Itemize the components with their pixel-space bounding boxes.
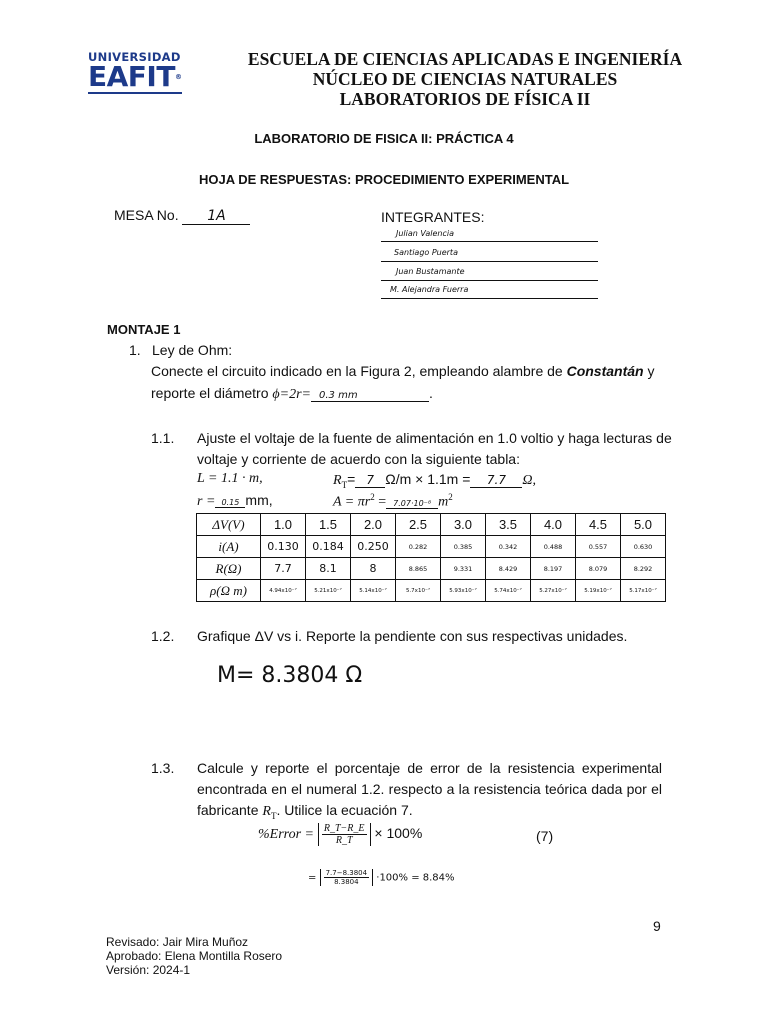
table-cell: 8.079 xyxy=(576,558,621,580)
header-line-3: LABORATORIOS DE FÍSICA II xyxy=(339,89,591,109)
table-cell: 4.0 xyxy=(531,514,576,536)
section-1-3-text-1: Calcule y reporte el porcentaje de error de la resistencia experimental xyxy=(197,760,662,776)
table-header: ΔV(V) xyxy=(197,514,261,536)
footer-aprobado: Aprobado: Elena Montilla Rosero xyxy=(106,949,283,963)
table-cell: 5.93x10⁻⁷ xyxy=(441,580,486,602)
table-cell: 3.5 xyxy=(486,514,531,536)
table-header: ρ(Ω m) xyxy=(197,580,261,602)
item-title: Ley de Ohm: xyxy=(152,342,233,358)
table-cell: 0.385 xyxy=(441,536,486,558)
table-cell: 3.0 xyxy=(441,514,486,536)
table-cell: 8.429 xyxy=(486,558,531,580)
section-1-3-text-2: encontrada en el numeral 1.2. respecto a la resistencia teórica dada por el xyxy=(197,781,662,797)
section-1-1-text-2: voltaje y corriente de acuerdo con la siguiente tabla: xyxy=(197,451,520,467)
table-cell: 9.331 xyxy=(441,558,486,580)
diameter-text: reporte el diámetro ϕ=2r= 0.3 mm . xyxy=(151,385,433,402)
member-line xyxy=(381,241,598,242)
practice-subtitle: LABORATORIO DE FISICA II: PRÁCTICA 4 xyxy=(254,131,514,146)
table-cell: 8.865 xyxy=(396,558,441,580)
table-cell: 0.488 xyxy=(531,536,576,558)
table-cell: 4.94x10⁻⁷ xyxy=(261,580,306,602)
item-number: 1. xyxy=(129,342,141,358)
table-cell: 1.5 xyxy=(306,514,351,536)
section-1-1-number: 1.1. xyxy=(151,430,175,446)
table-cell: 5.7x10⁻⁷ xyxy=(396,580,441,602)
measurement-table xyxy=(196,513,666,602)
table-cell: 0.557 xyxy=(576,536,621,558)
table-cell: 5.17x10⁻⁷ xyxy=(621,580,666,602)
radius-value: 0.15 xyxy=(215,498,245,508)
table-cell: 0.342 xyxy=(486,536,531,558)
section-1-3-text-3: fabricante $R_T$. Utilice la ecuación 7. xyxy=(197,802,413,821)
footer xyxy=(106,935,282,977)
table-cell: 5.14x10⁻⁷ xyxy=(351,580,396,602)
table-cell: 8.1 xyxy=(306,558,351,580)
mesa-label: MESA No. xyxy=(114,207,179,223)
table-header: i(A) xyxy=(197,536,261,558)
radius-formula: r = 0.15 mm, xyxy=(197,492,273,509)
table-cell: 0.630 xyxy=(621,536,666,558)
montaje-title: MONTAJE 1 xyxy=(107,322,181,337)
area-formula: $A = \pi r^2 = 7.07\cdot 10^{-8}$ $m^2$ xyxy=(333,492,453,510)
member-name: Juan Bustamante xyxy=(396,267,465,276)
table-cell: 5.21x10⁻⁷ xyxy=(306,580,351,602)
footer-version: Versión: 2024-1 xyxy=(106,963,191,977)
logo-name: EAFIT® xyxy=(88,60,182,93)
mesa-field xyxy=(114,207,250,225)
rt-formula: $R_T= 7$ Ω/m × 1.1m = 7.7 Ω, xyxy=(333,471,537,490)
table-cell: 5.74x10⁻⁷ xyxy=(486,580,531,602)
university-logo xyxy=(88,50,186,94)
table-cell: 5.27x10⁻⁷ xyxy=(531,580,576,602)
table-row xyxy=(197,580,666,602)
page-number: 9 xyxy=(653,918,661,934)
area-value: 7.07·10⁻⁸ xyxy=(386,499,438,509)
header-line-2: NÚCLEO DE CIENCIAS NATURALES xyxy=(312,69,618,89)
member-line xyxy=(381,261,598,262)
member-name: Santiago Puerta xyxy=(394,248,458,257)
table-cell: 2.5 xyxy=(396,514,441,536)
member-line xyxy=(381,298,598,299)
error-equation: %Error = $\frac{R\_T-R\_E}{R\_T}$ × 100% xyxy=(258,823,423,846)
footer-revisado: Revisado: Jair Mira Muñoz xyxy=(106,935,249,949)
table-cell: 1.0 xyxy=(261,514,306,536)
table-cell: 5.0 xyxy=(621,514,666,536)
table-row xyxy=(197,558,666,580)
section-1-2-number: 1.2. xyxy=(151,628,175,644)
table-cell: 8.292 xyxy=(621,558,666,580)
table-cell: 0.282 xyxy=(396,536,441,558)
section-1-2-text: Grafique ΔV vs i. Reporte la pendiente con sus respectivas unidades. xyxy=(197,628,628,644)
table-row xyxy=(197,514,666,536)
table-cell: 5.19x10⁻⁷ xyxy=(576,580,621,602)
header-line-1: ESCUELA DE CIENCIAS APLICADAS E INGENIERÍA xyxy=(247,49,683,69)
intro-text: Conecte el circuito indicado en la Figura 2, empleando alambre de Constantán y xyxy=(151,363,655,379)
table-row xyxy=(197,536,666,558)
diameter-value: 0.3 mm xyxy=(311,390,429,402)
equation-number: (7) xyxy=(536,828,554,844)
table-cell: 0.250 xyxy=(351,536,396,558)
table-cell: 4.5 xyxy=(576,514,621,536)
slope-answer: M= 8.3804 Ω xyxy=(217,663,363,688)
member-name: M. Alejandra Fuerra xyxy=(390,285,469,294)
error-calculation: = $\frac{7.7-8.3804}{8.3804}$ ·100% = 8.84% xyxy=(308,869,455,886)
table-cell: 0.130 xyxy=(261,536,306,558)
member-line xyxy=(381,280,598,281)
section-1-3-number: 1.3. xyxy=(151,760,175,776)
section-1-1-text-1: Ajuste el voltaje de la fuente de alimentación en 1.0 voltio y haga lecturas de xyxy=(197,430,672,446)
sheet-title: HOJA DE RESPUESTAS: PROCEDIMIENTO EXPERIMENTAL xyxy=(198,172,570,187)
table-cell: 8.197 xyxy=(531,558,576,580)
rt-result: 7.7 xyxy=(470,473,522,488)
mesa-value: 1A xyxy=(182,208,250,225)
table-cell: 0.184 xyxy=(306,536,351,558)
rt-value: 7 xyxy=(355,473,385,488)
table-header: R(Ω) xyxy=(197,558,261,580)
integrantes-label: INTEGRANTES: xyxy=(381,209,485,225)
table-cell: 7.7 xyxy=(261,558,306,580)
length-formula: L = 1.1 · m, xyxy=(197,471,263,486)
member-name: Julian Valencia xyxy=(396,229,454,238)
logo-top-text: UNIVERSIDAD xyxy=(88,50,181,64)
table-cell: 8 xyxy=(351,558,396,580)
table-cell: 2.0 xyxy=(351,514,396,536)
